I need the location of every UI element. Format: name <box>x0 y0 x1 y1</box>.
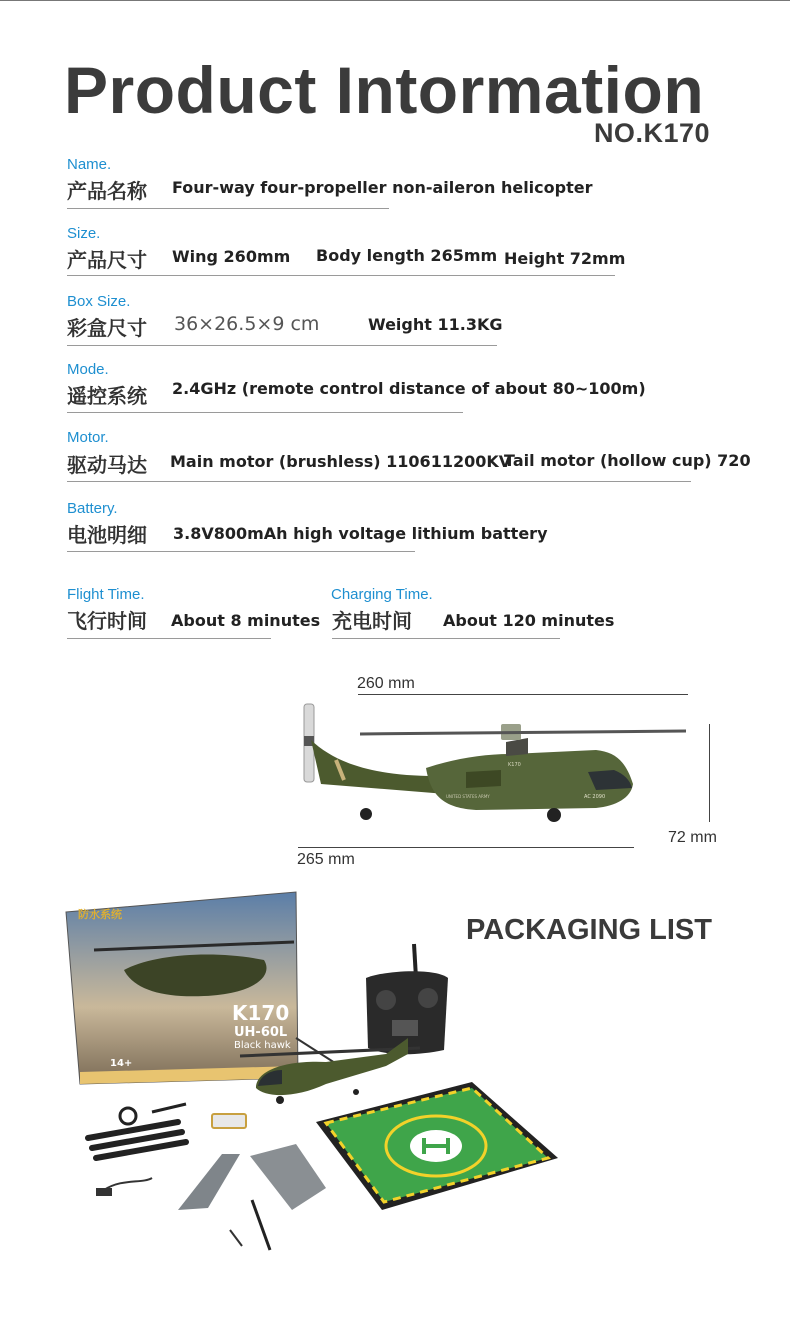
heli-nose-text: AC 2090 <box>584 794 606 800</box>
accessories-image <box>82 1098 342 1258</box>
box-label-cn: 彩盒尺寸 <box>67 316 147 340</box>
spec-motor <box>0 429 790 489</box>
box-age-text: 14+ <box>110 1058 133 1069</box>
size-height: Height 72mm <box>504 249 626 268</box>
mode-value: 2.4GHz (remote control distance of about 80~100m) <box>172 379 646 398</box>
dim-top-line <box>358 694 688 695</box>
spec-box <box>0 293 790 353</box>
mode-rule <box>67 412 463 413</box>
size-label-en: Size. <box>67 225 101 242</box>
name-value: Four-way four-propeller non-aileron helicopter <box>172 178 593 197</box>
dim-bottom-line <box>298 847 634 848</box>
heli-tail-text: UNITED STATES ARMY <box>446 794 490 799</box>
name-label-cn: 产品名称 <box>67 179 147 203</box>
spec-battery <box>0 500 790 560</box>
box-rule <box>67 345 497 346</box>
flight-value: About 8 minutes <box>171 611 321 630</box>
packaging-title: PACKAGING LIST <box>466 914 712 946</box>
motor-label-cn: 驱动马达 <box>67 453 147 477</box>
page-title: Product Intormation <box>64 53 705 127</box>
battery-label-en: Battery. <box>67 500 118 517</box>
dim-right-line <box>709 724 710 822</box>
motor-rule <box>67 481 691 482</box>
heli-code-text: K170 <box>508 762 521 768</box>
top-border <box>0 0 790 1</box>
battery-value: 3.8V800mAh high voltage lithium battery <box>173 524 548 543</box>
dim-bottom-label: 265 mm <box>297 851 355 868</box>
box-label-en: Box Size. <box>67 293 131 310</box>
mode-label-en: Mode. <box>67 361 109 378</box>
box-model-text: K170 <box>232 1001 290 1025</box>
box-name-text: Black hawk <box>234 1040 291 1051</box>
charging-label-en: Charging Time. <box>331 586 433 603</box>
name-label-en: Name. <box>67 156 112 173</box>
charging-value: About 120 minutes <box>443 611 615 630</box>
flight-label-cn: 飞行时间 <box>67 609 147 633</box>
box-logo-text: 防水系统 <box>78 908 122 921</box>
size-body: Body length 265mm <box>316 246 498 265</box>
dim-top-label: 260 mm <box>357 675 415 692</box>
spec-mode <box>0 361 790 421</box>
size-label-cn: 产品尺寸 <box>67 248 147 272</box>
spec-times <box>0 586 790 646</box>
mode-label-cn: 遥控系统 <box>67 384 147 408</box>
dim-right-label: 72 mm <box>668 829 717 846</box>
landing-pad-image <box>312 1080 562 1212</box>
battery-label-cn: 电池明细 <box>67 523 147 547</box>
spec-name <box>0 156 790 216</box>
charging-label-cn: 充电时间 <box>332 609 412 633</box>
motor-label-en: Motor. <box>67 429 109 446</box>
model-number: NO.K170 <box>593 118 710 148</box>
motor-tail: Tail motor (hollow cup) 720 <box>504 451 751 470</box>
helicopter-image <box>296 702 696 832</box>
size-rule <box>67 275 615 276</box>
motor-main: Main motor (brushless) 110611200KV <box>170 452 512 471</box>
name-rule <box>67 208 389 209</box>
charging-rule <box>332 638 560 639</box>
battery-rule <box>67 551 415 552</box>
box-sub-text: UH-60L <box>234 1025 288 1040</box>
spec-size <box>0 225 790 285</box>
size-wing: Wing 260mm <box>172 247 291 266</box>
box-dims: 36×26.5×9 cm <box>174 313 320 335</box>
flight-rule <box>67 638 271 639</box>
flight-label-en: Flight Time. <box>67 586 145 603</box>
box-weight: Weight 11.3KG <box>368 315 503 334</box>
